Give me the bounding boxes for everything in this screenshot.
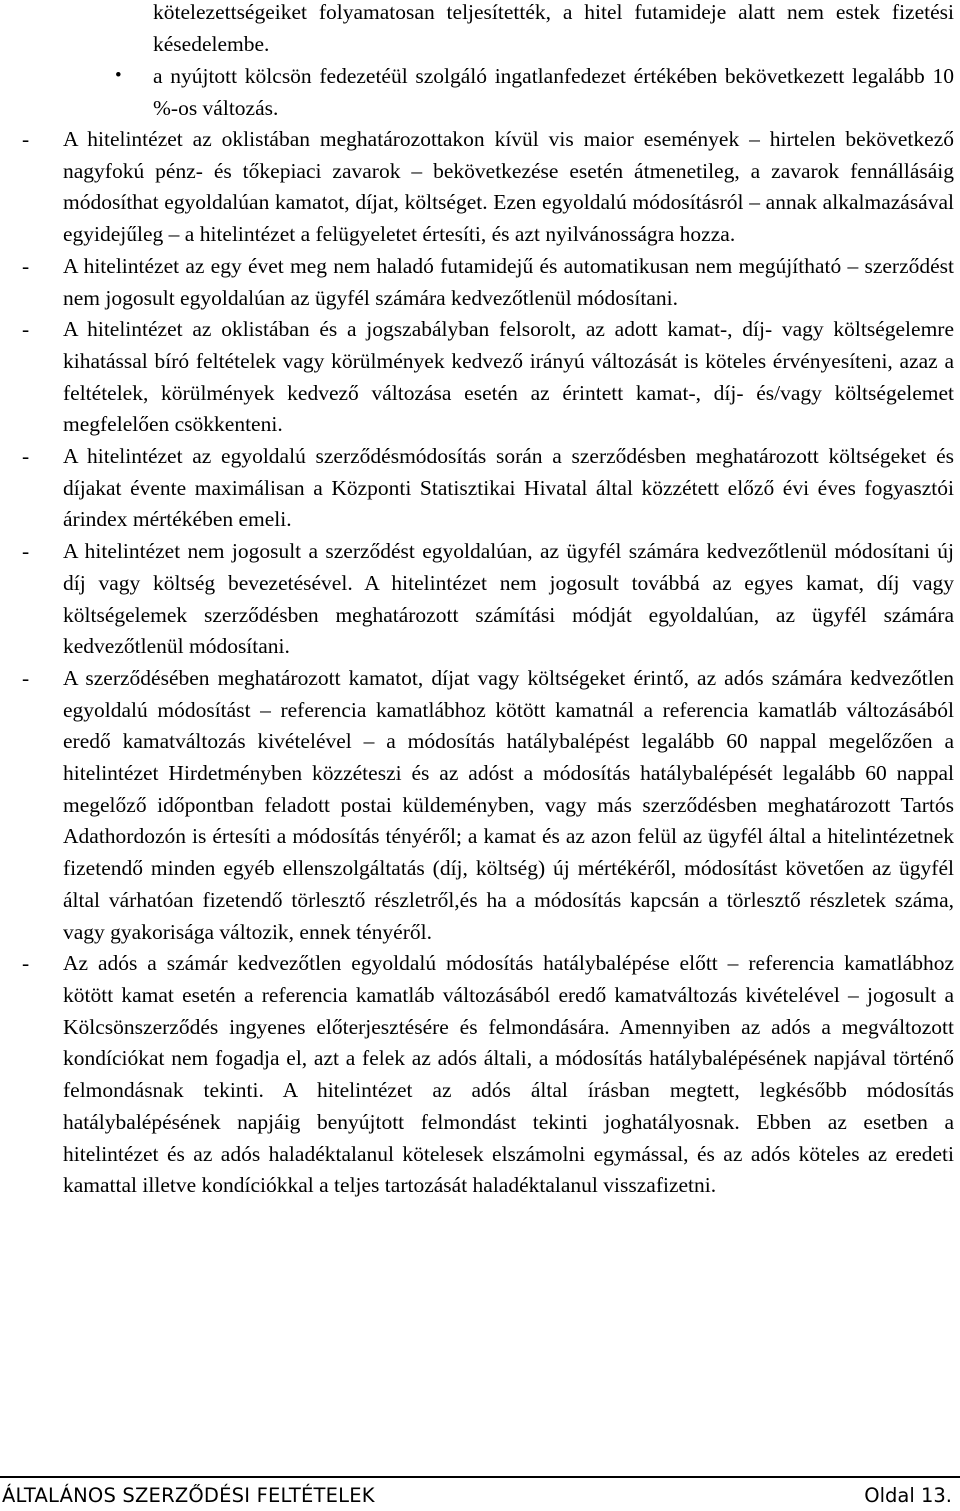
dash-marker: - xyxy=(22,127,30,151)
dash-marker: - xyxy=(22,665,30,690)
paragraph-text: Az adós a számár kedvezőtlen egyoldalú módosítás hatálybalépése előtt – referencia kamatlábhoz kötött kamat esetén a referencia kamatláb változásából eredő kamatváltozás kivételével – jogosult a Kölcsönszerződés ingyenes előterjesztésére és felmondására. Amennyiben az adós a megváltozott kondíciókat nem fogadja el, azt a felek az adós általi, a módosítás hatálybalépésének napjával történő felmondásnak tekinti. A hitelintézet az adós által írásban megtett, legkésőbb módosítás hatálybalépésének napjáig benyújtott felmondást tekinti joghatályosnak. Ebben az esetben a hitelintézet és az adós haladéktalanul kötelesek elszámolni egymással, és az adós köteles az eredeti kamattal illetve kondíciókkal a teljes tartozását haladéktalanul visszafizetni. xyxy=(63,951,954,1198)
bullet-marker: • xyxy=(115,65,122,86)
footer-divider xyxy=(0,1476,960,1478)
bullet-text: kötelezettségeiket folyamatosan teljesítették, a hitel futamideje alatt nem estek fizetési késedelembe. xyxy=(153,0,954,56)
bullet-text: a nyújtott kölcsön fedezetéül szolgáló ingatlanfedezet értékében bekövetkezett legalább 10 %-os változás. xyxy=(153,64,954,120)
bullet-item xyxy=(153,0,954,60)
footer-title: ÁLTALÁNOS SZERZŐDÉSI FELTÉTELEK xyxy=(2,1484,375,1507)
dash-marker: - xyxy=(22,253,30,278)
bullet-item xyxy=(115,60,954,124)
paragraph-text: A szerződésében meghatározott kamatot, díjat vagy költségeket érintő, az adós számára kedvezőtlen egyoldalú módosítást – referencia kamatlábhoz kötött kamatnál a referencia kamatláb változásából eredő kamatváltozás kivételével – a módosítás hatálybalépést legalább 60 nappal megelőzően a hitelintézet Hirdetményben közzéteszi és az adóst a módosítás hatálybalépését legalább 60 nappal megelőző időpontban feladott postai küldeményben, vagy más szerződésben meghatározott Tartós Adathordozón is értesíti a módosítás tényéről; a kamat és az azon felül az ügyfél által a hitelintézetnek fizetendő minden egyéb ellenszolgáltatás (díj, költség) új mértékéről, módosítást követően az ügyfél által várhatóan fizetendő törlesztő részletről,és ha a módosítás kapcsán a törlesztő részletek száma, vagy gyakorisága változik, ennek tényéről. xyxy=(63,665,954,944)
list-item xyxy=(22,314,954,441)
list-item xyxy=(22,536,954,663)
list-item xyxy=(22,251,954,314)
paragraph-text: A hitelintézet az oklistában és a jogszabályban felsorolt, az adott kamat-, díj- vagy költségelemre kihatással bíró feltételek vagy körülmények kedvező irányú változását is köteles érvényesíteni, azaz a feltételek, körülmények kedvező változása esetén az érintett kamat-, díj- és/vagy költségelemet megfelelően csökkenteni. xyxy=(63,317,954,437)
paragraph-text: A hitelintézet az oklistában meghatározottakon kívül vis maior események – hirtelen bekövetkező nagyfokú pénz- és tőkepiaci zavarok – bekövetkezése esetén átmenetileg, a zavarok fennállásáig módosíthat egyoldalúan kamatot, díjat, költséget. Ezen egyoldalú módosításról – annak alkalmazásával egyidejűleg – a hitelintézet a felügyeletet értesíti, és azt nyilvánosságra hozza. xyxy=(63,127,954,247)
dash-marker: - xyxy=(22,444,30,469)
list-item xyxy=(22,441,954,536)
paragraph-text: A hitelintézet az egy évet meg nem haladó futamidejű és automatikusan nem megújítható – szerződést nem jogosult egyoldalúan az ügyfél számára kedvezőtlenül módosítani. xyxy=(63,253,954,310)
dash-marker: - xyxy=(22,539,30,564)
document-body xyxy=(22,0,954,1202)
bullet-list xyxy=(22,0,954,124)
dash-marker: - xyxy=(22,951,30,976)
paragraph-text: A hitelintézet nem jogosult a szerződést egyoldalúan, az ügyfél számára kedvezőtlenül módosítani új díj vagy költség bevezetésével. A hitelintézet nem jogosult továbbá az egyes kamat, díj vagy költségelemek szerződésben meghatározott számítási módját egyoldalúan, az ügyfél számára kedvezőtlenül módosítani. xyxy=(63,539,954,659)
page-number: Oldal 13. xyxy=(864,1484,952,1507)
dash-marker: - xyxy=(22,317,30,342)
list-item xyxy=(22,124,954,251)
list-item xyxy=(22,948,954,1202)
list-item xyxy=(22,663,954,948)
paragraph-text: A hitelintézet az egyoldalú szerződésmódosítás során a szerződésben meghatározott költségeket és díjakat évente maximálisan a Központi Statisztikai Hivatal által közzétett előző évi éves fogyasztói árindex mértékében emeli. xyxy=(63,444,954,532)
